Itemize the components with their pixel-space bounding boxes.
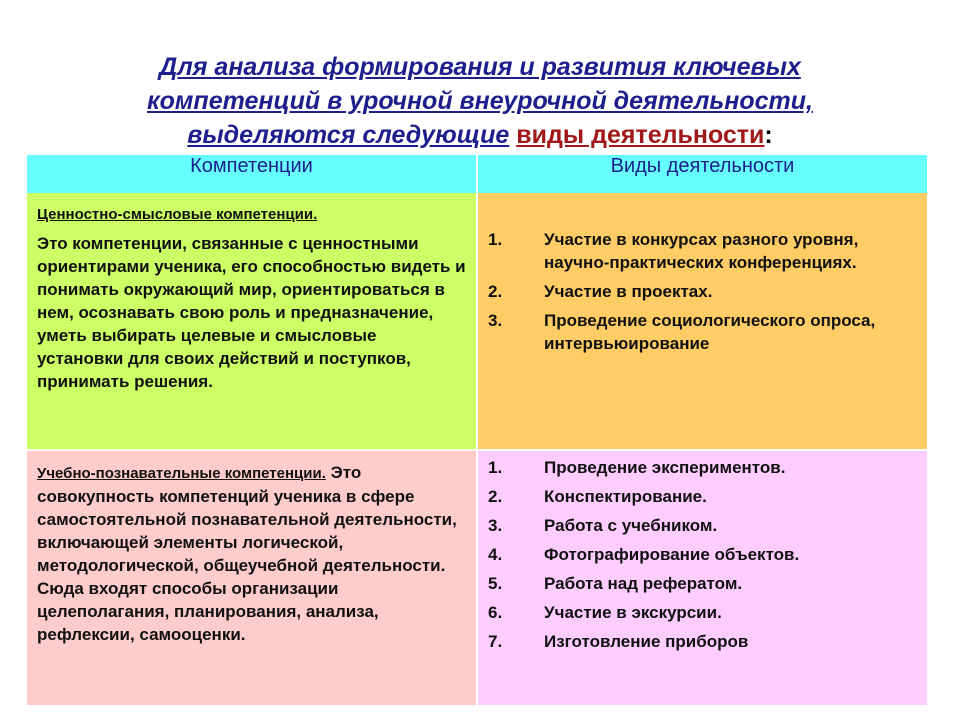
item-text: Фотографирование объектов. [544, 545, 800, 564]
slide-title [0, 50, 960, 152]
list-item [488, 630, 915, 653]
title-line-3-main: выделяются следующие [187, 121, 510, 149]
table-row [27, 193, 927, 450]
item-number: 4. [488, 545, 503, 564]
competency-description: Это совокупность компетенций ученика в сфере самостоятельной познавательной деятельности, включающей элементы логической, методологической, общеучебной деятельности. Сюда входят способы организации целеполагания, планирования, анализа, рефлексии, самооценки. [37, 463, 457, 644]
item-number: 2. [488, 487, 503, 506]
competency-description: Это компетенции, связанные с ценностными ориентирами ученика, его способностью видеть и понимать окружающий мир, ориентироваться в нем, осознавать свою роль и предназначение, уметь выбирать целевые и смысловые установки для своих действий и поступков, принимать решения. [37, 234, 466, 391]
item-text: Проведение социологического опроса, интервьюирование [544, 311, 876, 353]
item-text: Изготовление приборов [544, 632, 749, 651]
list-item [488, 601, 915, 624]
item-number: 3. [488, 311, 503, 330]
title-line-3-colon: : [764, 121, 773, 149]
list-item [488, 543, 915, 566]
title-line-3 [0, 118, 960, 152]
competency-name: Учебно-познавательные компетенции. [37, 465, 326, 482]
title-line-3-accent: виды деятельности [516, 121, 765, 149]
activities-cell [477, 450, 927, 705]
item-text: Работа с учебником. [544, 516, 718, 535]
item-text: Работа над рефератом. [544, 574, 743, 593]
item-number: 1. [488, 230, 503, 249]
title-line-2: компетенций в урочной внеурочной деятельности, [146, 87, 813, 115]
item-text: Участие в экскурсии. [544, 603, 722, 622]
competency-name: Ценностно-смысловые компетенции. [37, 206, 318, 223]
list-item [488, 456, 915, 479]
list-item [488, 309, 915, 355]
competencies-table [27, 155, 927, 705]
table-header-row [27, 155, 927, 193]
item-number: 6. [488, 603, 503, 622]
list-item [488, 228, 915, 274]
activities-cell [477, 193, 927, 450]
competency-cell [27, 193, 477, 450]
list-item [488, 572, 915, 595]
list-item [488, 280, 915, 303]
item-text: Участие в проектах. [544, 282, 713, 301]
item-text: Проведение экспериментов. [544, 458, 786, 477]
header-activities: Виды деятельности [477, 155, 927, 193]
header-competencies: Компетенции [27, 155, 477, 193]
item-text: Участие в конкурсах разного уровня, научно-практических конференциях. [544, 230, 859, 272]
list-item [488, 514, 915, 537]
item-number: 1. [488, 458, 503, 477]
item-number: 2. [488, 282, 503, 301]
item-text: Конспектирование. [544, 487, 707, 506]
item-number: 3. [488, 516, 503, 535]
competency-cell [27, 450, 477, 705]
activities-list [478, 451, 927, 653]
activities-list [478, 193, 927, 355]
title-line-1: Для анализа формирования и развития ключевых [159, 53, 801, 81]
item-number: 5. [488, 574, 503, 593]
item-number: 7. [488, 632, 503, 651]
list-item [488, 485, 915, 508]
table-row [27, 450, 927, 705]
